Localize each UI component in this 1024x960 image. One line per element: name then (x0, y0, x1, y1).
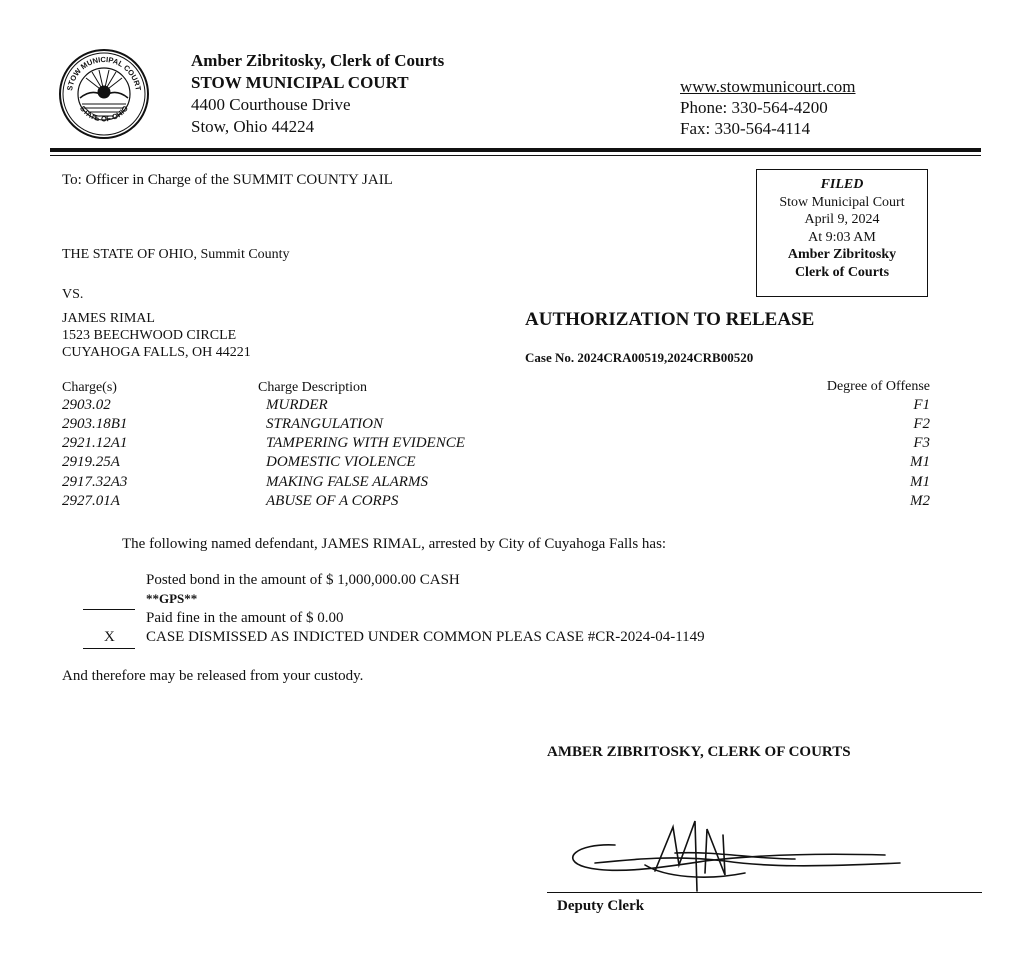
charge-description: DOMESTIC VIOLENCE (266, 454, 416, 470)
charge-code: 2927.01A (62, 493, 120, 509)
gps-note: **GPS** (146, 591, 198, 606)
charge-description: MURDER (266, 397, 328, 413)
charge-degree: M2 (910, 493, 930, 509)
svg-text:STATE OF OHIO (78, 104, 130, 124)
fine-option: Paid fine in the amount of $ 0.00 (146, 610, 344, 626)
dismissed-checkbox-line (83, 648, 135, 649)
clerk-title-header: Amber Zibritosky, Clerk of Courts (191, 51, 445, 70)
fine-checkbox-line (83, 609, 135, 610)
defendant-name: JAMES RIMAL (62, 311, 155, 326)
charge-code: 2903.02 (62, 397, 111, 413)
filed-stamp-time: At 9:03 AM (808, 229, 876, 245)
dismissed-option: CASE DISMISSED AS INDICTED UNDER COMMON PLEAS CASE #CR-2024-04-1149 (146, 629, 705, 645)
court-phone: Phone: 330-564-4200 (680, 98, 828, 117)
charge-degree: F3 (913, 435, 930, 451)
filed-stamp-date: April 9, 2024 (804, 212, 880, 227)
signer-title: Deputy Clerk (557, 898, 645, 914)
charges-header-charge: Charge(s) (62, 380, 117, 395)
filed-stamp-court: Stow Municipal Court (779, 194, 905, 210)
filed-stamp-clerk-title: Clerk of Courts (794, 264, 890, 280)
seal-top-text: STOW MUNICIPAL COURT (65, 54, 143, 92)
charge-description: MAKING FALSE ALARMS (266, 474, 428, 490)
versus-label: VS. (62, 287, 84, 302)
plaintiff: THE STATE OF OHIO, Summit County (62, 247, 290, 262)
charge-code: 2919.25A (62, 454, 120, 470)
release-statement: The following named defendant, JAMES RIMAL, arrested by City of Cuyahoga Falls has: (122, 536, 667, 552)
seal-bottom-text: STATE OF OHIO (78, 103, 130, 124)
court-fax: Fax: 330-564-4114 (680, 119, 811, 138)
charge-degree: M1 (910, 474, 930, 490)
charges-header-description: Charge Description (258, 380, 367, 395)
defendant-street: 1523 BEECHWOOD CIRCLE (62, 328, 237, 343)
header-divider-thick (50, 148, 981, 152)
dismissed-mark: X (104, 629, 115, 645)
court-address-city: Stow, Ohio 44224 (191, 117, 315, 136)
signature-clerk-name: AMBER ZIBRITOSKY, CLERK OF COURTS (547, 744, 851, 760)
recipient-line: To: Officer in Charge of the SUMMIT COUNTY JAIL (62, 172, 393, 188)
court-name: STOW MUNICIPAL COURT (191, 73, 409, 92)
header-divider-thin (50, 155, 981, 156)
court-address-street: 4400 Courthouse Drive (191, 95, 351, 114)
bond-option: Posted bond in the amount of $ 1,000,000.00 CASH (146, 572, 460, 588)
charge-description: ABUSE OF A CORPS (266, 493, 399, 509)
handwritten-signature (555, 815, 915, 895)
charge-degree: M1 (910, 454, 930, 470)
charge-code: 2903.18B1 (62, 416, 128, 432)
charge-description: STRANGULATION (266, 416, 383, 432)
filed-stamp-clerk: Amber Zibritosky (787, 247, 897, 262)
charge-code: 2917.32A3 (62, 474, 128, 490)
release-line: And therefore may be released from your custody. (62, 668, 364, 684)
charge-description: TAMPERING WITH EVIDENCE (266, 435, 465, 451)
court-seal (58, 48, 150, 140)
court-website-link[interactable]: www.stowmunicourt.com (680, 77, 856, 96)
case-number: Case No. 2024CRA00519,2024CRB00520 (525, 350, 754, 365)
filed-stamp (756, 169, 928, 297)
charge-degree: F1 (913, 397, 930, 413)
charges-header-degree: Degree of Offense (826, 379, 930, 394)
defendant-city: CUYAHOGA FALLS, OH 44221 (62, 345, 251, 360)
charge-code: 2921.12A1 (62, 435, 128, 451)
document-title: AUTHORIZATION TO RELEASE (525, 309, 815, 330)
charge-degree: F2 (913, 416, 930, 432)
signature-line (547, 892, 982, 893)
filed-stamp-heading: FILED (820, 177, 864, 192)
